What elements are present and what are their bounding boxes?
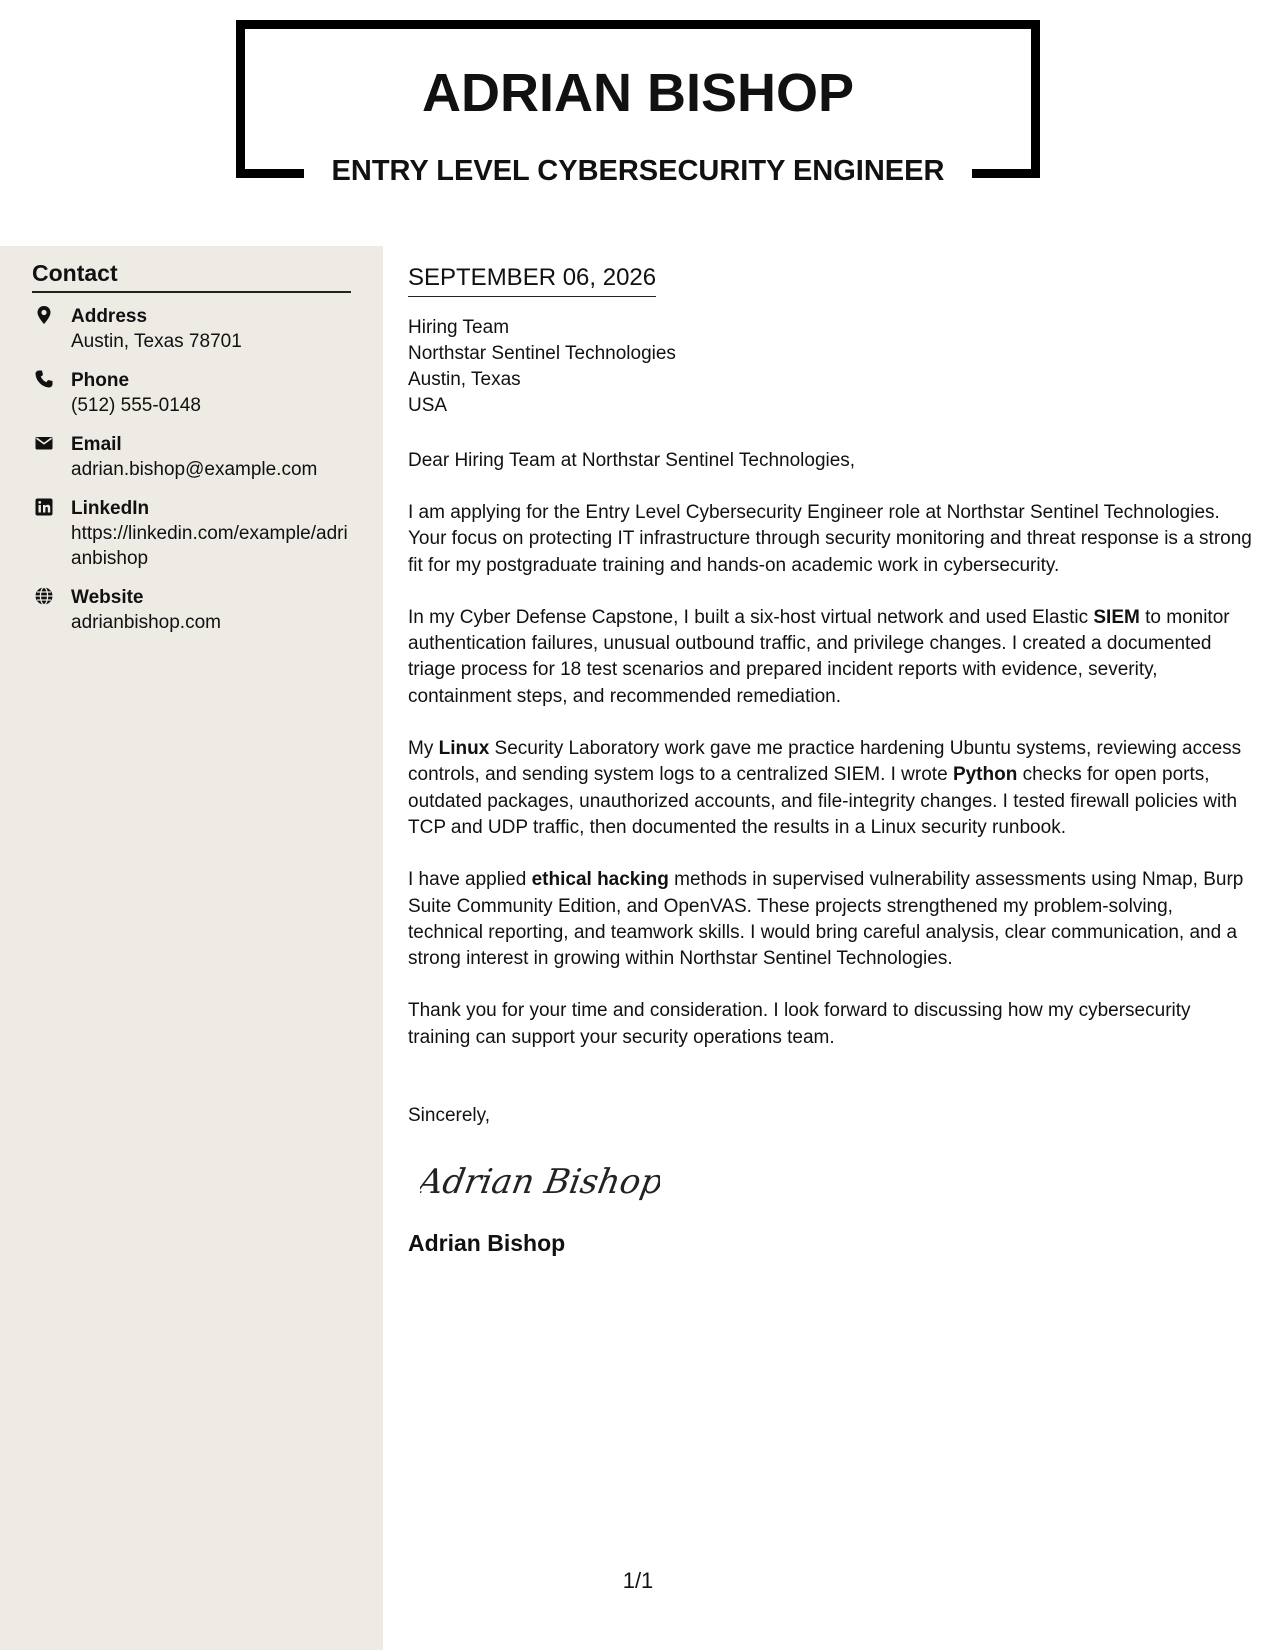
handwritten-signature [420,1151,660,1211]
contact-item-email [32,432,352,482]
page-number: 1/1 [622,1568,654,1593]
paragraph-1 [408,500,1253,579]
paragraph-5 [408,998,1253,1051]
keyword-linux: Linux [438,738,490,760]
contact-item-phone [32,368,352,418]
recipient-line: USA [408,395,448,416]
paragraph-text: My [408,738,439,760]
contact-label: Phone [71,370,130,391]
svg-text:Adrian Bishop: Adrian Bishop [420,1162,660,1202]
paragraph-text: I have applied [408,869,532,891]
contact-label: Address [71,306,148,327]
contact-label: Email [71,434,122,455]
contact-sidebar [0,246,383,1650]
signer-name: Adrian Bishop [408,1230,566,1257]
letter-date: SEPTEMBER 06, 2026 [408,264,656,297]
keyword-siem: SIEM [1093,606,1140,628]
contact-item-linkedin [32,496,352,571]
phone-icon [34,369,54,389]
paragraph-3 [408,736,1253,841]
map-pin-icon [34,305,54,325]
keyword-ethical-hacking: ethical hacking [531,869,669,891]
paragraph-text: methods in supervised vulnerability assessments using Nmap, Burp Suite Community Edition, and OpenVAS. These projects strengthened my problem-solving, technical reporting, and teamwork skills. I would bring careful analysis, clear communication, and a strong interest in growing within Northstar Sentinel Technologies. [408,869,1244,970]
paragraph-text: checks for open ports, outdated packages, unauthorized accounts, and file-integrity changes. I tested firewall policies with TCP and UDP traffic, then documented the results in a Linux security runbook. [408,764,1238,838]
contact-item-website [32,585,352,635]
contact-value: adrian.bishop@example.com [71,459,318,480]
website-link[interactable]: adrianbishop.com [71,612,221,633]
recipient-block [408,315,1253,419]
contact-heading: Contact [32,260,351,293]
recipient-line: Austin, Texas [408,369,521,390]
keyword-python: Python [952,764,1018,786]
contact-list [32,304,352,649]
linkedin-link[interactable]: https://linkedin.com/example/adrianbishop [71,523,348,569]
paragraph-text: In my Cyber Defense Capstone, I built a six-host virtual network and used Elastic [408,606,1094,628]
contact-value: Austin, Texas 78701 [71,331,242,352]
job-title: ENTRY LEVEL CYBERSECURITY ENGINEER [331,155,945,187]
globe-icon [34,586,54,606]
contact-label: LinkedIn [71,498,150,519]
paragraph-text: to monitor authentication failures, unusual outbound traffic, and privilege changes. I created a documented triage process for 18 test scenarios and prepared incident reports with evidence, severity, containment steps, and recommended remediation. [408,606,1230,707]
recipient-line: Hiring Team [408,317,510,338]
envelope-icon [34,433,54,453]
paragraph-text: Security Laboratory work gave me practice hardening Ubuntu systems, reviewing access controls, and sending system logs to a centralized SIEM. I wrote [408,738,1242,786]
letter-body [408,246,1253,1257]
candidate-name: ADRIAN BISHOP [421,63,855,123]
contact-item-address [32,304,352,354]
paragraph-text: I am applying for the Entry Level Cybersecurity Engineer role at Northstar Sentinel Technologies. Your focus on protecting IT infrastructure through security monitoring and threat response is a strong fit for my postgraduate training and hands-on academic work in cybersecurity. [408,502,1252,576]
paragraph-2 [408,605,1253,710]
salutation: Dear Hiring Team at Northstar Sentinel Technologies, [408,450,856,471]
contact-label: Website [71,587,144,608]
paragraph-4 [408,867,1253,972]
closing: Sincerely, [408,1105,491,1127]
linkedin-icon [34,497,54,517]
paragraph-text: Thank you for your time and consideration. I look forward to discussing how my cybersecurity training can support your security operations team. [408,1000,1191,1048]
frame-top-border [236,20,1040,29]
recipient-line: Northstar Sentinel Technologies [408,343,676,364]
contact-value: (512) 555-0148 [71,395,201,416]
